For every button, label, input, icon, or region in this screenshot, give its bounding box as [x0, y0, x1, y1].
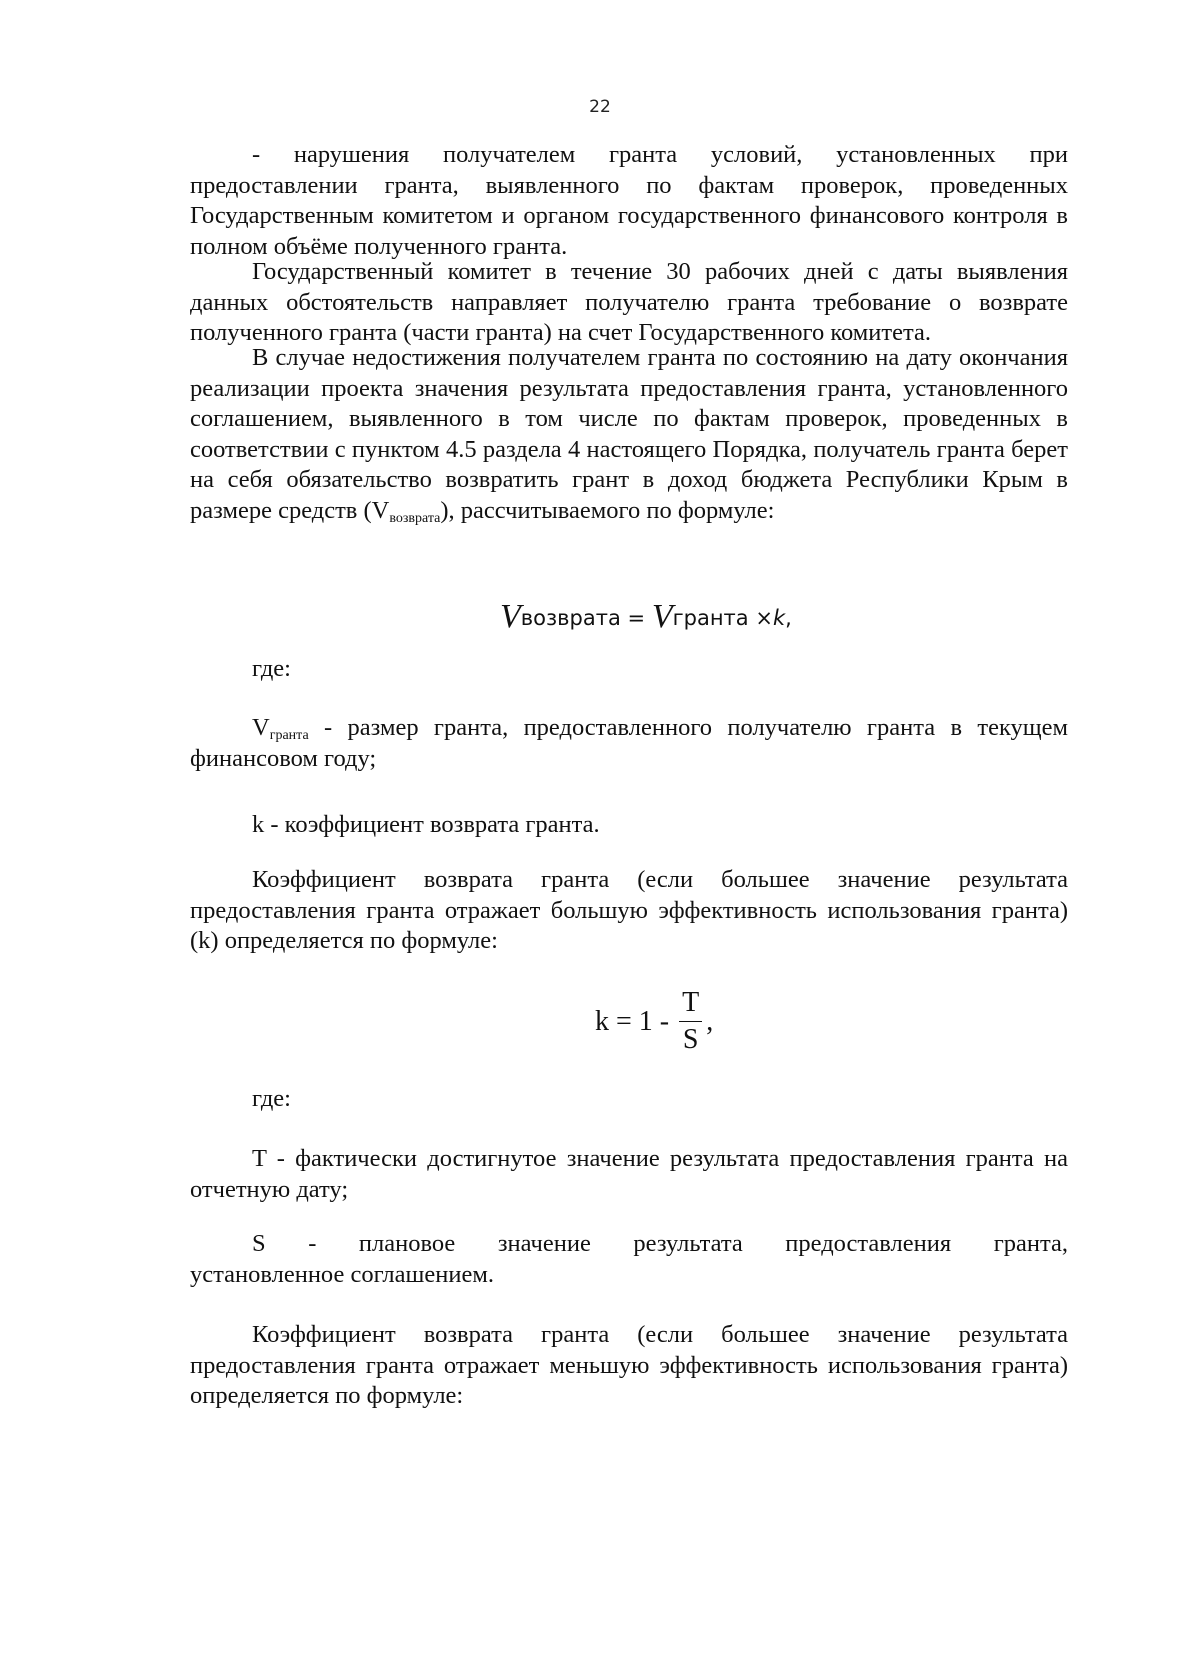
paragraph-coefficient-lesser: Коэффициент возврата гранта (если большее значение результата предоставления гранта отражает меньшую эффективность использования гранта) определяется по формуле: — [190, 1321, 1068, 1409]
page-number: 22 — [589, 97, 611, 117]
paragraph-underachievement — [190, 343, 1068, 526]
formula-v-grant-symbol: V — [651, 598, 673, 635]
definition-v-symbol: V — [252, 714, 270, 741]
definition-s-word: значение — [497, 1230, 591, 1257]
formula-v-return-subscript: возврата — [520, 606, 621, 630]
fraction-numerator: T — [679, 985, 702, 1022]
definition-v-grant — [190, 713, 1068, 774]
formula-k-coefficient — [595, 985, 713, 1058]
formula-end: , — [785, 606, 792, 630]
formula-k: k — [772, 606, 786, 630]
paragraph-underachievement-text: В случае недостижения получателем гранта по состоянию на дату окончания реализации проекта значения результата предоставления гранта, установленного соглашением, выявленного в том числе по фактам проверок, проведенных в соответствии с пунктом 4.5 раздела 4 настоящего Порядка, получатель гранта берет на себя обязательство возвратить грант в доход бюджета Республики Крым в размере средств (V — [190, 344, 1068, 524]
paragraph-return-demand: Государственный комитет в течение 30 рабочих дней с даты выявления данных обстоятельств направляет получателю гранта требование о возврате полученного гранта (части гранта) на счет Государственного комитета. — [190, 258, 1068, 346]
fraction — [679, 985, 702, 1058]
where-label-2: где: — [252, 1085, 291, 1112]
definition-t: T - фактически достигнутое значение результата предоставления гранта на отчетную дату; — [190, 1145, 1068, 1203]
formula-k-end: , — [706, 1005, 714, 1037]
definition-s-word: результата — [633, 1230, 743, 1257]
fraction-denominator: S — [682, 1024, 699, 1055]
definition-s-line1 — [252, 1229, 1068, 1260]
formula-v-grant-subscript: гранта — [672, 606, 749, 630]
formula-multiply: × — [748, 606, 773, 630]
v-return-subscript: возврата — [389, 510, 441, 526]
definition-s-word: гранта, — [993, 1230, 1068, 1257]
paragraph-coefficient-greater: Коэффициент возврата гранта (если большее значение результата предоставления гранта отражает большую эффективность использования гранта) (k) определяется по формуле: — [190, 866, 1068, 954]
definition-s-word: предоставления — [785, 1230, 952, 1257]
definition-s-word: плановое — [358, 1230, 456, 1257]
definition-s-word: S — [252, 1230, 266, 1257]
definition-v-subscript: гранта — [269, 728, 309, 743]
where-label-1: где: — [252, 655, 291, 682]
definition-v-text: - размер гранта, предоставленного получателю гранта в текущем финансовом году; — [190, 714, 1068, 772]
definition-k: k - коэффициент возврата гранта. — [252, 811, 600, 838]
definition-s-word: - — [308, 1230, 317, 1257]
definition-s-line2: установленное соглашением. — [190, 1261, 494, 1288]
paragraph-underachievement-tail: ), рассчитываемого по формуле: — [440, 496, 775, 524]
formula-v-symbol: V — [500, 598, 521, 635]
formula-v-return — [500, 598, 792, 636]
formula-equals: = — [620, 606, 652, 630]
formula-k-lhs: k = 1 - — [595, 1005, 670, 1037]
paragraph-violation: - нарушения получателем гранта условий, установленных при предоставлении гранта, выявленного по фактам проверок, проведенных Государственным комитетом и органом государственного финансового контроля в полном объёме полученного гранта. — [190, 141, 1068, 260]
